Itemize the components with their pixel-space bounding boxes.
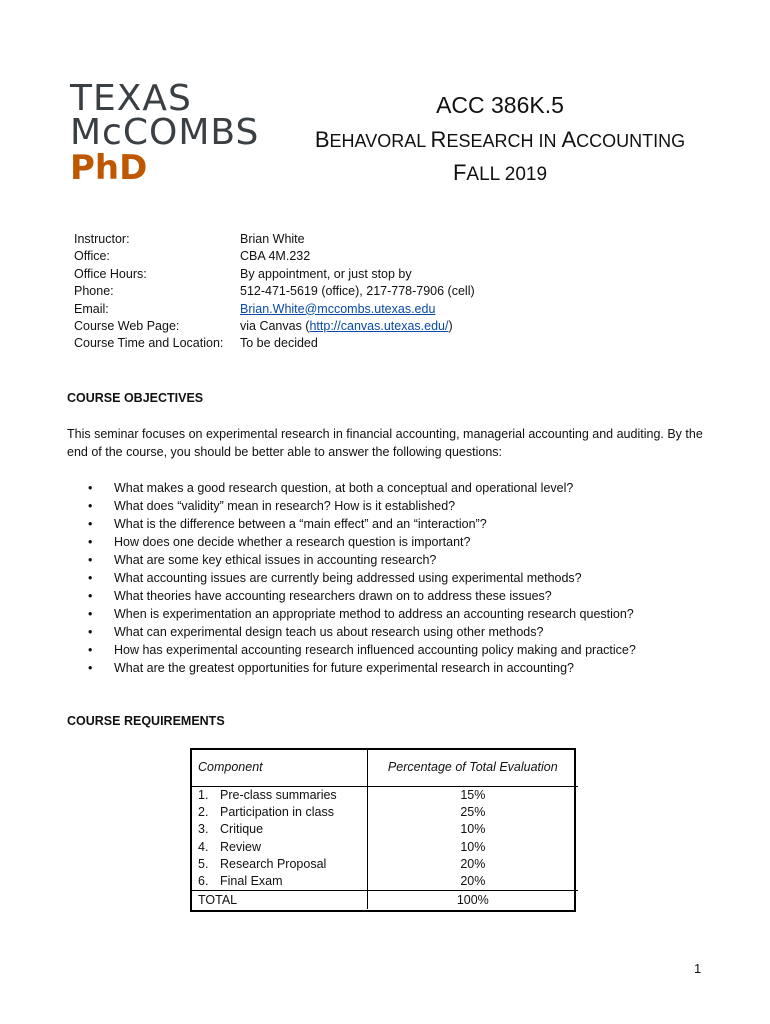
info-label: Email: — [74, 301, 109, 316]
component-number: 4. — [198, 839, 209, 854]
component-name: Review — [220, 839, 261, 854]
course-name-rest-3: CCOUNTING — [576, 131, 686, 151]
bullet-icon: • — [88, 661, 93, 675]
column-header-percentage: Percentage of Total Evaluation — [367, 748, 578, 787]
list-item-text: When is experimentation an appropriate method to address an accounting research question? — [114, 607, 634, 621]
percentage-cell: 10% — [367, 839, 578, 856]
bullet-icon: • — [88, 499, 93, 513]
list-item — [88, 479, 636, 497]
component-number: 6. — [198, 874, 209, 889]
requirements-table — [190, 748, 578, 909]
component-cell — [190, 821, 367, 838]
total-percentage: 100% — [367, 891, 578, 910]
list-item — [88, 623, 636, 641]
list-item — [88, 551, 636, 569]
bullet-icon: • — [88, 481, 93, 495]
list-item — [88, 641, 636, 659]
percentage-cell: 25% — [367, 804, 578, 821]
info-label: Office Hours: — [74, 266, 147, 281]
component-cell — [190, 873, 367, 891]
info-row-time-location — [74, 335, 475, 352]
list-item-text: What are the greatest opportunities for future experimental research in accounting? — [114, 661, 574, 675]
info-row-web-page — [74, 318, 475, 335]
canvas-suffix: ) — [448, 319, 453, 334]
info-label: Course Time and Location: — [74, 336, 224, 351]
percentage-cell: 15% — [367, 787, 578, 805]
info-label: Office: — [74, 249, 110, 264]
list-item — [88, 605, 636, 623]
instructor-info — [74, 231, 475, 353]
logo-mccombs: McCOMBS — [70, 112, 260, 153]
list-item — [88, 587, 636, 605]
course-name-cap-3: A — [561, 127, 577, 152]
bullet-icon: • — [88, 535, 93, 549]
list-item-text: How does one decide whether a research question is important? — [114, 535, 471, 549]
list-item-text: How has experimental accounting research influenced accounting policy making and practice? — [114, 643, 636, 657]
component-name: Critique — [220, 822, 264, 837]
info-label: Instructor: — [74, 232, 130, 246]
bullet-icon: • — [88, 607, 93, 621]
course-term-rest: ALL 2019 — [466, 164, 548, 185]
component-name: Participation in class — [220, 805, 334, 820]
course-name-cap-2: R — [430, 127, 447, 152]
bullet-icon: • — [88, 517, 93, 531]
info-value — [240, 318, 453, 335]
canvas-prefix: via Canvas ( — [240, 319, 310, 334]
component-name: Pre-class summaries — [220, 788, 337, 802]
info-label: Course Web Page: — [74, 319, 180, 334]
percentage-cell: 20% — [367, 856, 578, 873]
component-name: Final Exam — [220, 874, 283, 889]
component-cell — [190, 839, 367, 856]
list-item-text: What theories have accounting researchers drawn on to address these issues? — [114, 589, 552, 603]
course-name — [300, 126, 700, 155]
table-header-row — [190, 748, 578, 787]
info-value — [240, 301, 435, 318]
total-label: TOTAL — [190, 891, 367, 910]
component-number: 1. — [198, 788, 209, 802]
canvas-link[interactable]: http://canvas.utexas.edu/ — [309, 319, 449, 334]
table-row — [190, 873, 578, 891]
info-value: Brian White — [240, 232, 305, 246]
component-cell — [190, 804, 367, 821]
info-value: 512-471-5619 (office), 217-778-7906 (cell) — [240, 284, 475, 299]
course-name-cap-1: B — [314, 127, 330, 152]
info-row-email — [74, 301, 475, 318]
objectives-intro: This seminar focuses on experimental research in financial accounting, managerial accounting and auditing. By the end of the course, you should be better able to answer the following questions: — [67, 427, 703, 459]
list-item — [88, 659, 636, 677]
page-number: 1 — [694, 961, 702, 976]
info-label: Phone: — [74, 284, 114, 299]
bullet-icon: • — [88, 589, 93, 603]
column-header-component: Component — [190, 748, 367, 787]
component-number: 5. — [198, 856, 209, 871]
texas-mccombs-phd-logo — [70, 78, 270, 188]
list-item-text: What are some key ethical issues in accounting research? — [114, 553, 437, 567]
percentage-cell: 20% — [367, 873, 578, 891]
course-title-block — [300, 90, 700, 189]
info-value: By appointment, or just stop by — [240, 266, 412, 281]
course-term — [300, 159, 700, 189]
component-number: 3. — [198, 822, 209, 837]
percentage-cell: 10% — [367, 821, 578, 838]
list-item-text: What accounting issues are currently being addressed using experimental methods? — [114, 571, 582, 585]
table-total-row — [190, 891, 578, 910]
table-row — [190, 856, 578, 873]
component-cell — [190, 787, 367, 805]
table-row — [190, 787, 578, 805]
table-row — [190, 821, 578, 838]
bullet-icon: • — [88, 571, 93, 585]
table-row — [190, 804, 578, 821]
list-item — [88, 515, 636, 533]
info-row-instructor — [74, 231, 475, 248]
info-value: To be decided — [240, 336, 318, 351]
list-item — [88, 533, 636, 551]
course-objectives-heading: COURSE OBJECTIVES — [67, 391, 204, 405]
bullet-icon: • — [88, 643, 93, 657]
component-cell — [190, 856, 367, 873]
list-item-text: What is the difference between a “main effect” and an “interaction”? — [114, 517, 487, 531]
component-name: Research Proposal — [220, 856, 327, 871]
logo-texas: TEXAS — [70, 78, 192, 119]
list-item — [88, 569, 636, 587]
course-requirements-heading: COURSE REQUIREMENTS — [67, 714, 225, 728]
table-row — [190, 839, 578, 856]
course-term-cap: F — [452, 160, 467, 185]
list-item-text: What does “validity” mean in research? How is it established? — [114, 499, 456, 513]
course-name-rest-2: ESEARCH IN — [446, 131, 562, 151]
bullet-icon: • — [88, 625, 93, 639]
course-code: ACC 386K.5 — [436, 92, 564, 118]
email-link[interactable]: Brian.White@mccombs.utexas.edu — [240, 301, 436, 316]
objectives-list — [88, 479, 636, 677]
list-item-text: What can experimental design teach us about research using other methods? — [114, 625, 544, 639]
course-name-rest-1: EHAVORAL — [329, 131, 431, 151]
info-row-office-hours — [74, 266, 475, 283]
info-row-office — [74, 248, 475, 265]
list-item-text: What makes a good research question, at both a conceptual and operational level? — [114, 481, 574, 495]
bullet-icon: • — [88, 553, 93, 567]
info-row-phone — [74, 283, 475, 300]
logo-phd: PhD — [70, 148, 148, 188]
info-value: CBA 4M.232 — [240, 249, 311, 264]
list-item — [88, 497, 636, 515]
component-number: 2. — [198, 805, 209, 820]
